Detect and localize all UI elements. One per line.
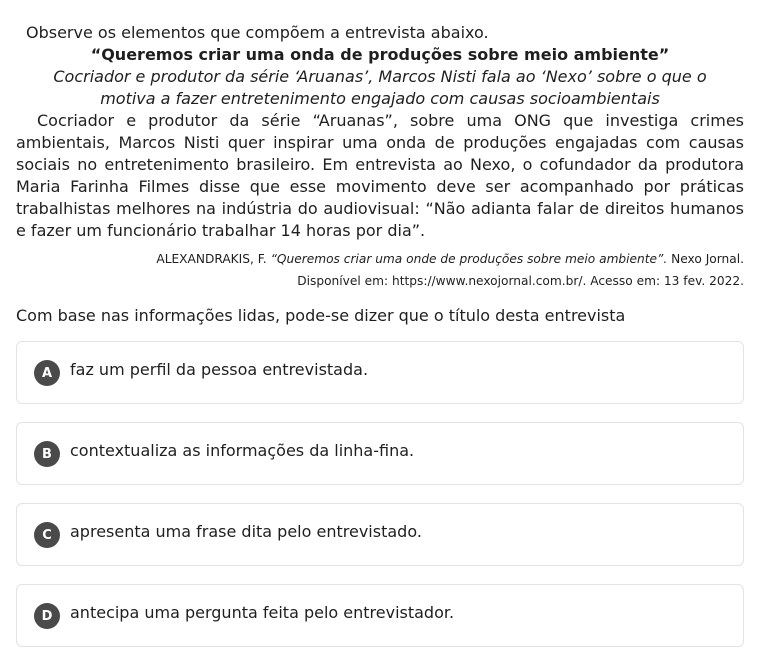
option-d[interactable] <box>16 584 744 647</box>
article-excerpt <box>16 44 744 242</box>
reference-author: ALEXANDRAKIS, F. <box>156 252 267 266</box>
option-text: antecipa uma pergunta feita pelo entrevistador. <box>70 603 455 622</box>
intro-instruction: Observe os elementos que compõem a entrevista abaixo. <box>26 23 489 42</box>
article-title: “Queremos criar uma onda de produções sobre meio ambiente” <box>90 45 670 64</box>
option-text: apresenta uma frase dita pelo entrevistado. <box>70 522 422 541</box>
option-letter-badge: C <box>34 522 60 548</box>
option-letter-badge: D <box>34 603 60 629</box>
article-body: Cocriador e produtor da série “Aruanas”, sobre uma ONG que investiga crimes ambientais, Marcos Nisti quer inspirar uma onda de produções engajadas com causas sociais no entretenimento brasileiro. Em entrevista ao Nexo, o cofundador da produtora Maria Farinha Filmes disse que esse movimento deve ser acompanhado por práticas trabalhistas melhores na indústria do audiovisual: “Não adianta falar de direitos humanos e fazer um funcionário trabalhar 14 horas por dia”. <box>16 111 744 240</box>
reference-availability: Disponível em: https://www.nexojornal.com.br/. Acesso em: 13 fev. 2022. <box>297 274 744 288</box>
option-text: contextualiza as informações da linha-fina. <box>70 441 415 460</box>
exercise-content <box>16 20 744 665</box>
reference-title: “Queremos criar uma onde de produções sobre meio ambiente”. <box>270 252 668 266</box>
answer-options <box>16 341 744 647</box>
option-letter-badge: B <box>34 441 60 467</box>
option-a[interactable] <box>16 341 744 404</box>
option-letter-badge: A <box>34 360 60 386</box>
reference <box>16 248 744 292</box>
option-text: faz um perfil da pessoa entrevistada. <box>70 360 369 379</box>
reference-source: Nexo Jornal. <box>671 252 744 266</box>
reference-citation <box>16 248 744 270</box>
question-stem: Com base nas informações lidas, pode-se dizer que o título desta entrevista <box>16 306 626 325</box>
article-subtitle: Cocriador e produtor da série ‘Aruanas’, Marcos Nisti fala ao ‘Nexo’ sobre o que o motiva a fazer entretenimento engajado com causas socioambientais <box>53 67 707 108</box>
option-b[interactable] <box>16 422 744 485</box>
option-c[interactable] <box>16 503 744 566</box>
